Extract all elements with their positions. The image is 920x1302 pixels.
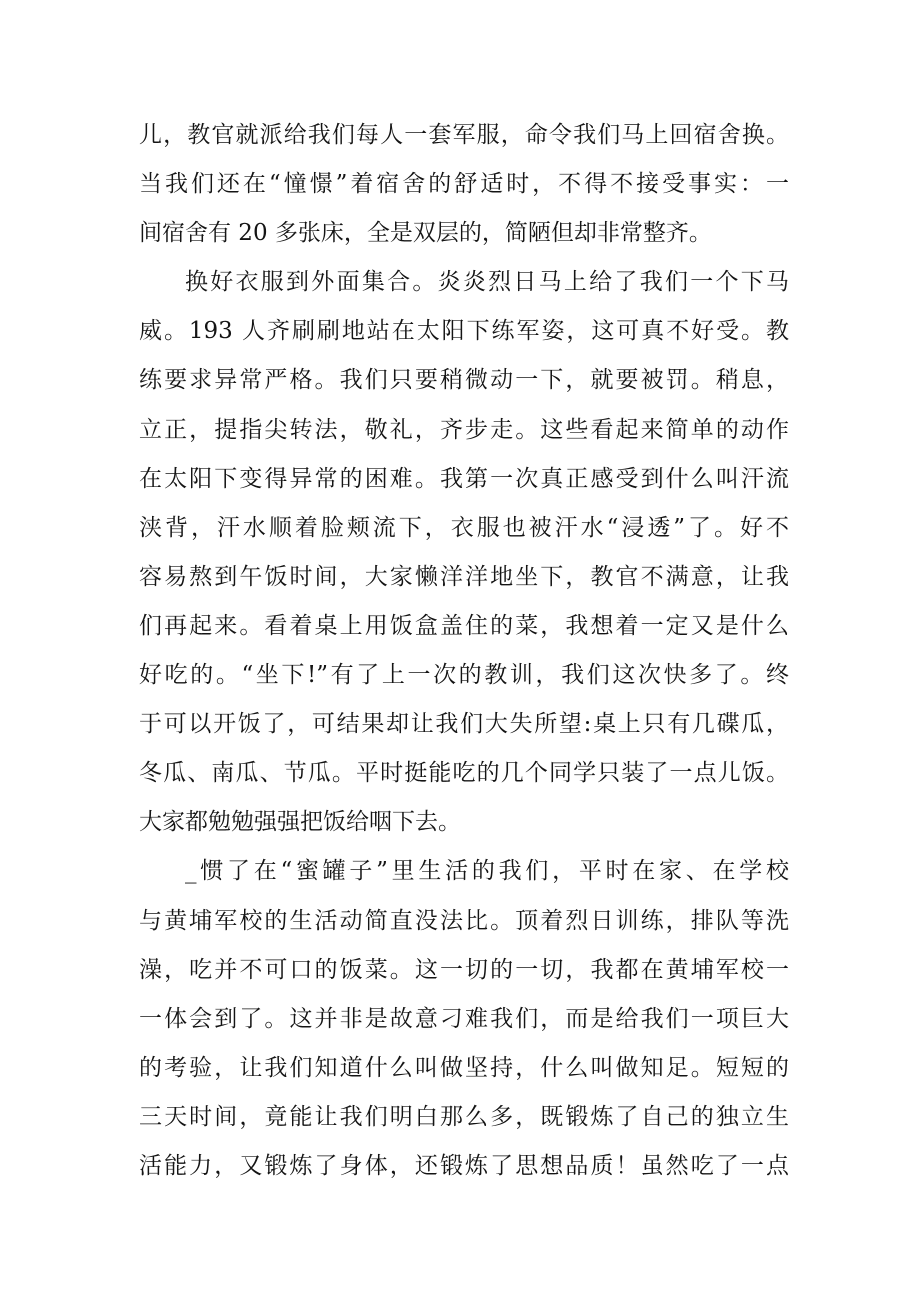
text-line: 一体会到了。这并非是故意刁难我们，而是给我们一项巨大	[139, 1005, 789, 1032]
paragraph-first-line: _惯了在“蜜罐子”里生活的我们，平时在家、在学校	[185, 858, 789, 885]
text-line: 威。193 人齐刷刷地站在太阳下练军姿，这可真不好受。教	[139, 318, 789, 345]
text-line: 当我们还在“憧憬”着宿舍的舒适时，不得不接受事实：一	[139, 171, 789, 198]
paragraph-first-line: 换好衣服到外面集合。炎炎烈日马上给了我们一个下马	[185, 269, 789, 296]
text-line: 立正，提指尖转法，敬礼，齐步走。这些看起来简单的动作	[139, 416, 789, 443]
text-line: 容易熬到午饭时间，大家懒洋洋地坐下，教官不满意，让我	[139, 563, 789, 590]
text-line: 活能力，又锻炼了身体，还锻炼了思想品质！虽然吃了一点	[139, 1152, 789, 1179]
text-line: 的考验，让我们知道什么叫做坚持，什么叫做知足。短短的	[139, 1054, 789, 1081]
text-line: 于可以开饭了，可结果却让我们大失所望:桌上只有几碟瓜，	[139, 711, 789, 738]
text-line: 浃背，汗水顺着脸颊流下，衣服也被汗水“浸透”了。好不	[139, 514, 789, 541]
text-line: 三天时间，竟能让我们明白那么多，既锻炼了自己的独立生	[139, 1103, 789, 1130]
text-line: 与黄埔军校的生活动简直没法比。顶着烈日训练，排队等洗	[139, 907, 789, 934]
text-line: 澡，吃并不可口的饭菜。这一切的一切，我都在黄埔军校一	[139, 956, 789, 983]
text-line: 大家都勉勉强强把饭给咽下去。	[139, 809, 461, 836]
text-line: 在太阳下变得异常的困难。我第一次真正感受到什么叫汗流	[139, 465, 789, 492]
text-line: 冬瓜、南瓜、节瓜。平时挺能吃的几个同学只装了一点儿饭。	[139, 760, 789, 787]
text-line: 间宿舍有 20 多张床，全是双层的，简陋但却非常整齐。	[139, 220, 712, 247]
text-line: 好吃的。“坐下!”有了上一次的教训，我们这次快多了。终	[139, 662, 789, 689]
text-line: 练要求异常严格。我们只要稍微动一下，就要被罚。稍息，	[139, 367, 789, 394]
text-line: 儿，教官就派给我们每人一套军服，命令我们马上回宿舍换。	[139, 122, 789, 148]
body-text	[139, 111, 789, 1191]
text-line: 们再起来。看着桌上用饭盒盖住的菜，我想着一定又是什么	[139, 612, 789, 639]
